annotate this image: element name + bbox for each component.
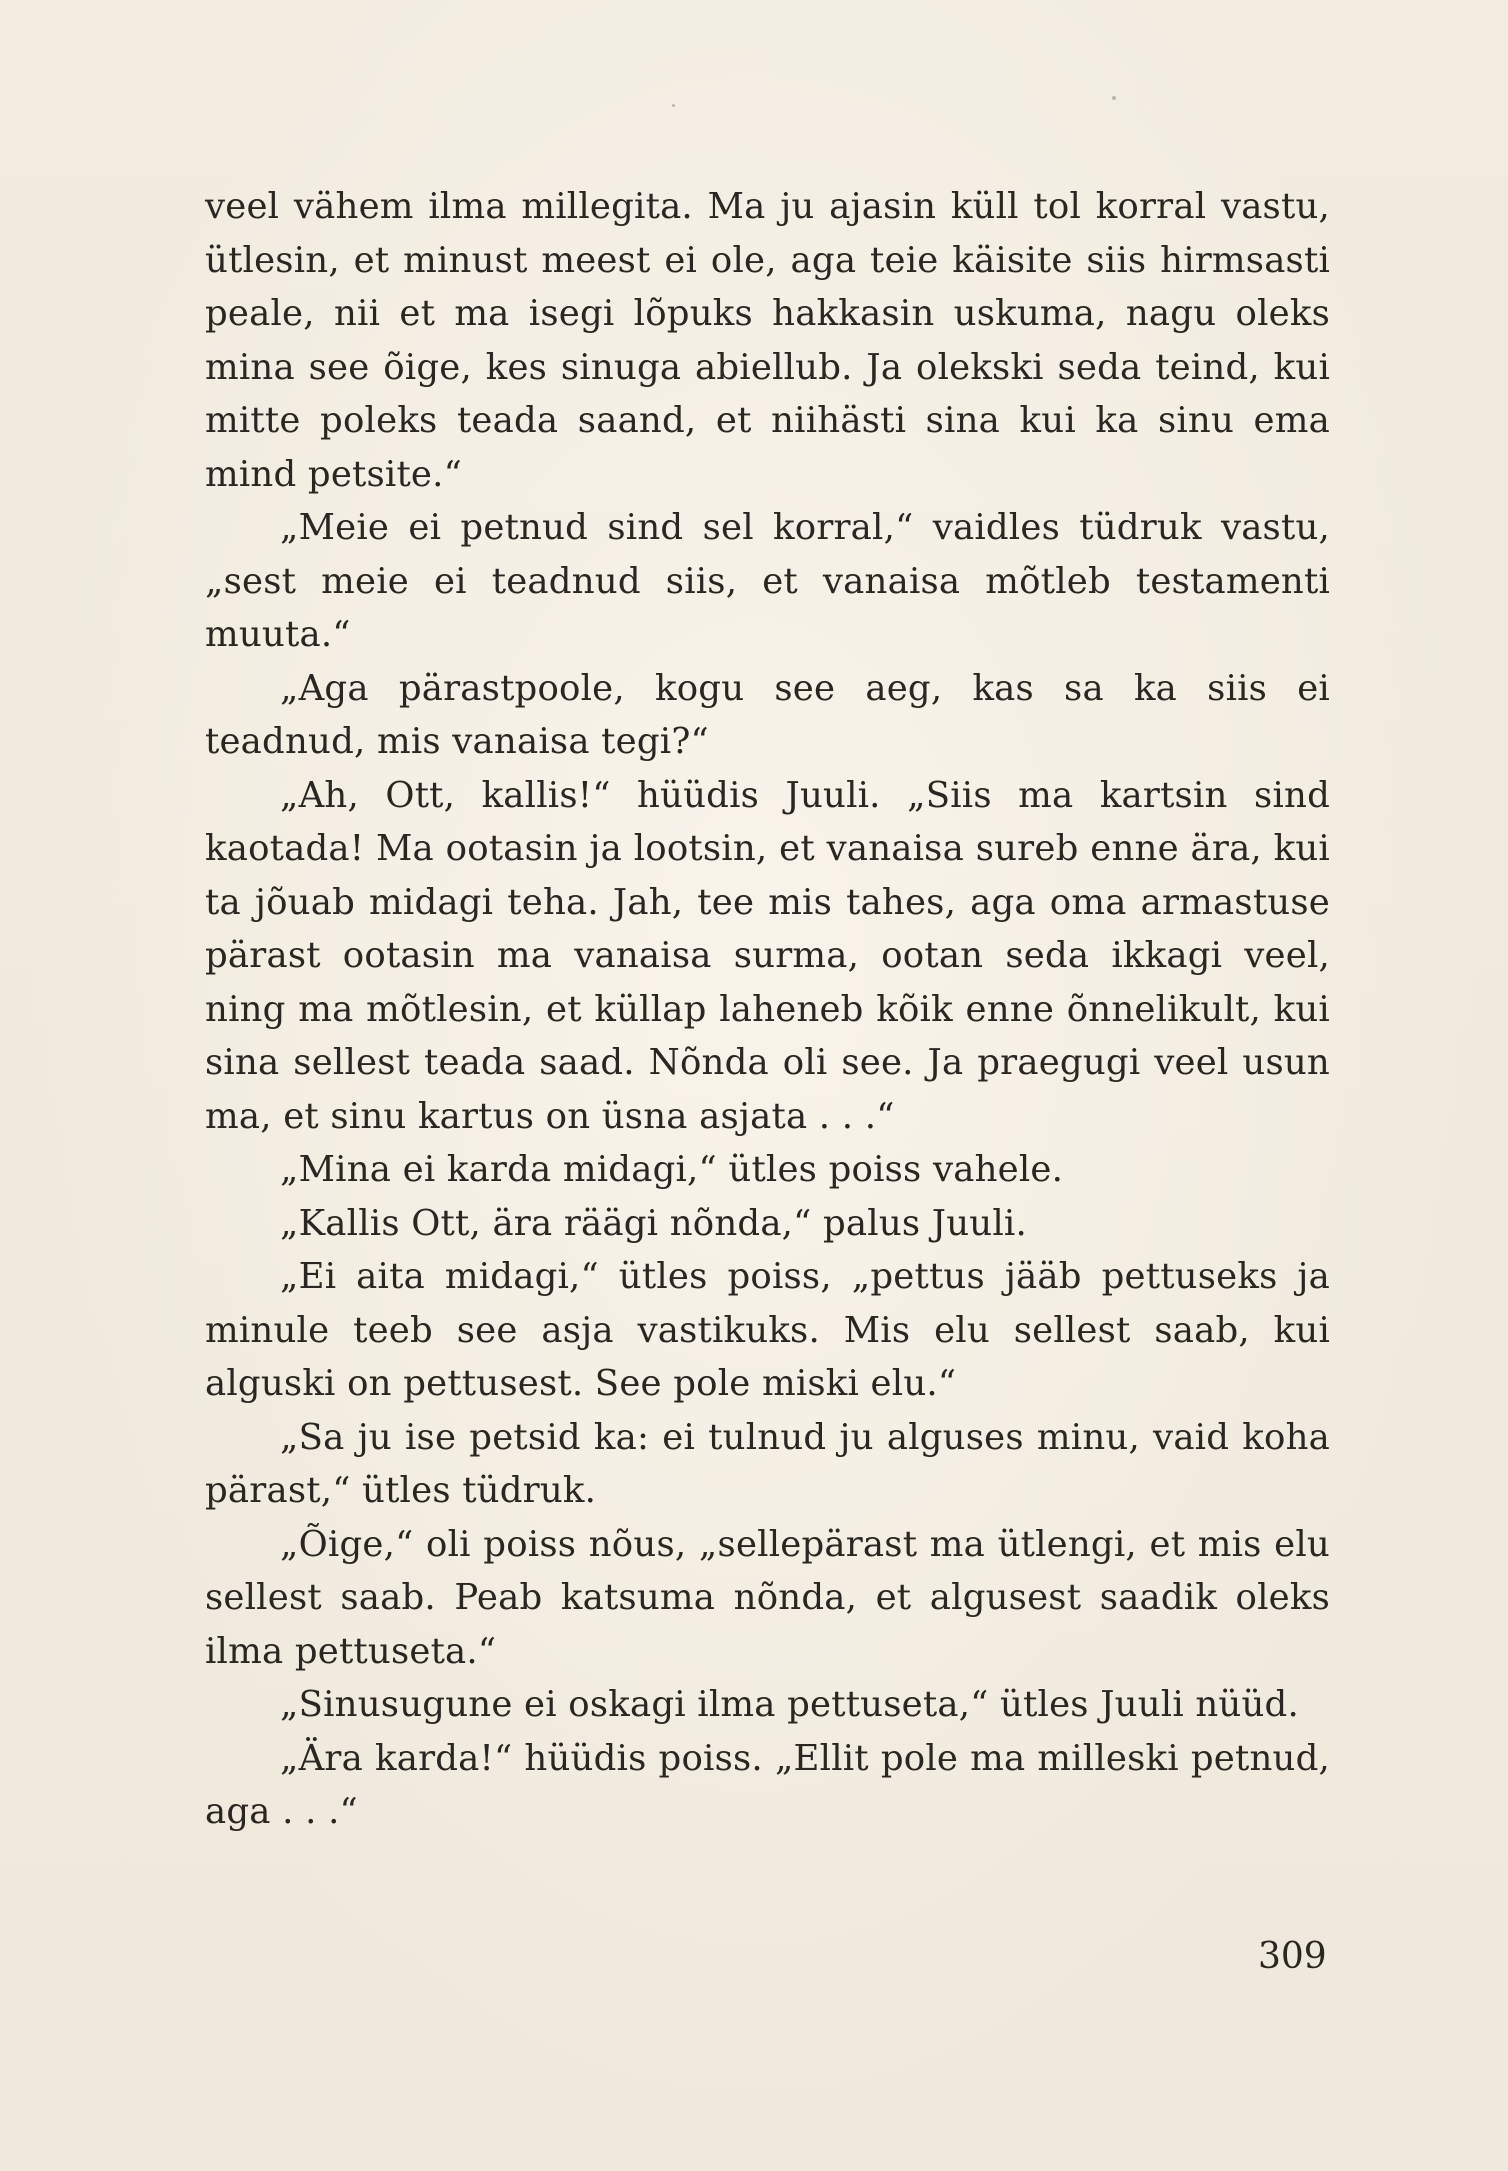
paragraph: „Ära karda!“ hüüdis poiss. „Ellit pole ma milleski petnud, aga . . .“ — [205, 1737, 1330, 1832]
paragraph: „Sinusugune ei oskagi ilma pettuseta,“ ütles Juuli nüüd. — [280, 1684, 1299, 1725]
paper-speck — [1112, 96, 1116, 100]
page-number: 309 — [1258, 1936, 1327, 1977]
paragraph: „Mina ei karda midagi,“ ütles poiss vahele. — [280, 1149, 1064, 1190]
paragraph: „Õige,“ oli poiss nõus, „sellepärast ma ütlengi, et mis elu sellest saab. Peab katsuma nõnda, et algusest saadik oleks ilma pettuseta.“ — [205, 1523, 1330, 1672]
paragraph: „Meie ei petnud sind sel korral,“ vaidles tüdruk vastu, „sest meie ei teadnud siis, et vanaisa mõtleb testamenti muuta.“ — [205, 507, 1330, 655]
body-text — [205, 180, 1330, 1839]
paragraph: „Ei aita midagi,“ ütles poiss, „pettus jääb pettuseks ja minule teeb see asja vastikuks. Mis elu sellest saab, kui alguski on pettusest. See pole miski elu.“ — [205, 1256, 1330, 1404]
paragraph: „Sa ju ise petsid ka: ei tulnud ju alguses minu, vaid koha pärast,“ ütles tüdruk. — [205, 1416, 1330, 1511]
paragraph: „Aga pärastpoole, kogu see aeg, kas sa ka siis ei teadnud, mis vanaisa tegi?“ — [205, 667, 1330, 762]
paragraph: „Ah, Ott, kallis!“ hüüdis Juuli. „Siis ma kartsin sind kaotada! Ma ootasin ja lootsin, et vanaisa sureb enne ära, kui ta jõuab midagi teha. Jah, tee mis tahes, aga oma armastuse pärast ootasin ma vanaisa surma, ootan seda ikkagi veel, ning ma mõtlesin, et küllap laheneb kõik enne õnnelikult, kui sina sellest teada saad. Nõnda oli see. Ja praegugi veel usun ma, et sinu kartus on üsna asjata . . .“ — [205, 774, 1330, 1137]
paragraph: „Kallis Ott, ära räägi nõnda,“ palus Juuli. — [280, 1202, 1027, 1244]
paragraph: veel vähem ilma millegita. Ma ju ajasin küll tol korral vastu, ütlesin, et minust meest ei ole, aga teie käisite siis hirmsasti peale, nii et ma isegi lõpuks hakkasin uskuma, nagu oleks mina see õige, kes sinuga abiellub. Ja olekski seda teind, kui mitte poleks teada saand, et niihästi sina kui ka sinu ema mind petsite.“ — [205, 186, 1330, 495]
paper-speck — [672, 104, 675, 107]
